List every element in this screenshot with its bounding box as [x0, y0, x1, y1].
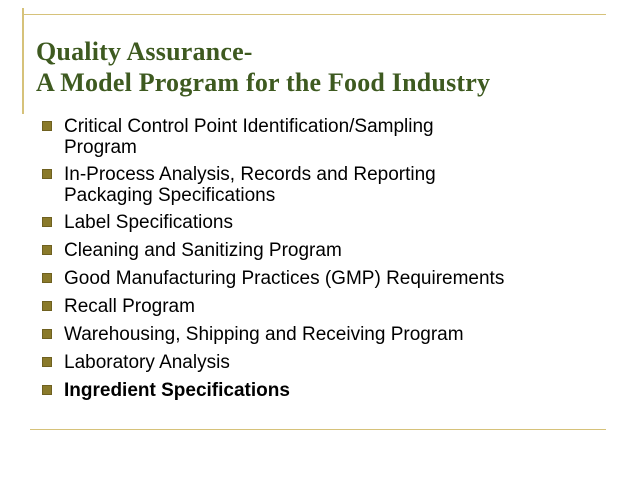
- bullet-item: [42, 352, 617, 373]
- square-bullet-icon: [42, 121, 52, 131]
- square-bullet-icon: [42, 385, 52, 395]
- bullet-text: Recall Program: [64, 296, 195, 317]
- bullet-text: Warehousing, Shipping and Receiving Program: [64, 324, 464, 345]
- bullet-text: Good Manufacturing Practices (GMP) Requirements: [64, 268, 505, 289]
- bullet-item: [42, 268, 617, 289]
- bullet-item: [42, 380, 617, 401]
- square-bullet-icon: [42, 301, 52, 311]
- bullet-text: In-Process Analysis, Records and Reporting: [64, 164, 436, 185]
- decorative-vertical-rule: [22, 8, 24, 114]
- bullet-text: Ingredient Specifications: [64, 380, 290, 401]
- bullet-text: Packaging Specifications: [64, 185, 276, 206]
- square-bullet-icon: [42, 217, 52, 227]
- decorative-top-rule: [22, 14, 606, 15]
- square-bullet-icon: [42, 245, 52, 255]
- bullet-list: [42, 116, 617, 408]
- square-bullet-icon: [42, 169, 52, 179]
- bullet-text: Program: [64, 137, 137, 158]
- bullet-item: [42, 116, 617, 158]
- slide-title: [36, 36, 626, 98]
- bullet-text: Critical Control Point Identification/Sampling: [64, 116, 434, 137]
- bullet-item: [42, 296, 617, 317]
- bullet-text: Label Specifications: [64, 212, 233, 233]
- bullet-item: [42, 240, 617, 261]
- title-line-2: A Model Program for the Food Industry: [36, 68, 491, 97]
- square-bullet-icon: [42, 273, 52, 283]
- square-bullet-icon: [42, 357, 52, 367]
- bullet-text: Laboratory Analysis: [64, 352, 230, 373]
- bullet-item: [42, 324, 617, 345]
- bullet-text: Cleaning and Sanitizing Program: [64, 240, 342, 261]
- title-line-1: Quality Assurance-: [36, 37, 253, 66]
- square-bullet-icon: [42, 329, 52, 339]
- bullet-item: [42, 164, 617, 206]
- decorative-bottom-rule: [30, 429, 606, 430]
- bullet-item: [42, 212, 617, 233]
